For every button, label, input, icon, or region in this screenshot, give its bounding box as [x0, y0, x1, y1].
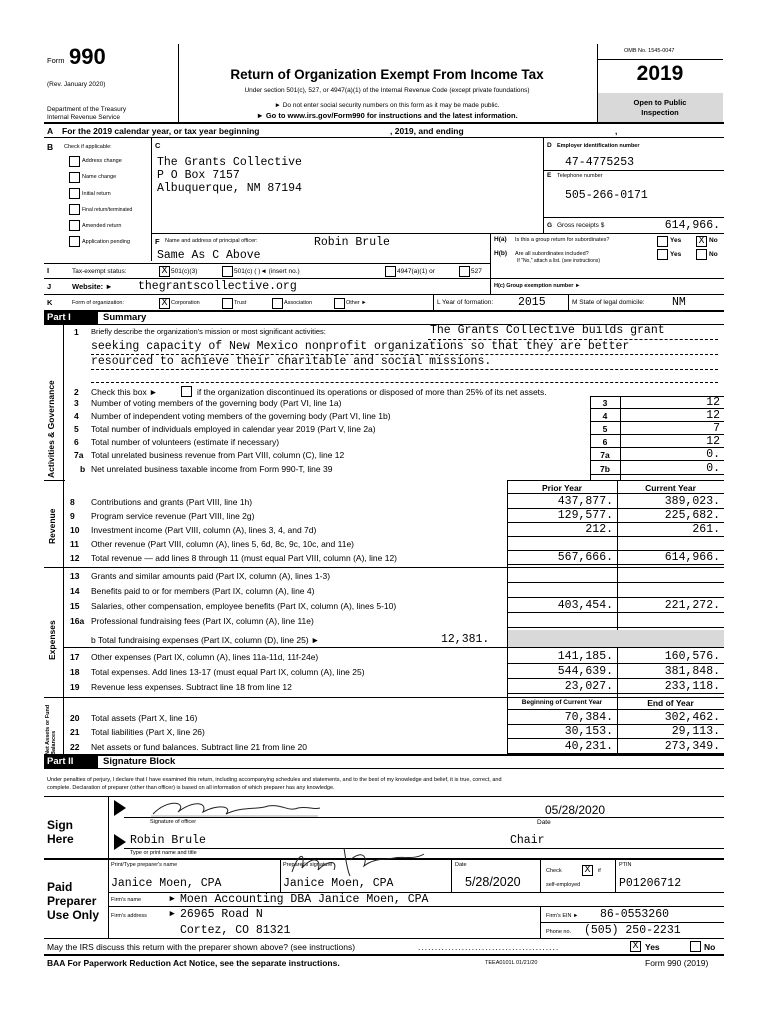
firm-address-label: Firm's address [111, 913, 147, 919]
gov-line-number: 6 [74, 437, 79, 447]
section-b-label: Check if applicable: [64, 144, 112, 150]
principal-officer-name: Robin Brule [314, 236, 390, 249]
fin-current-value: 302,462. [664, 711, 720, 724]
amended-return-label: Amended return [82, 223, 122, 229]
fin-prior-value: 23,027. [564, 680, 613, 693]
501c-checkbox[interactable] [222, 266, 233, 277]
fin-line-rule [507, 564, 724, 565]
check-label: Check [546, 868, 562, 874]
firm-name: Moen Accounting DBA Janice Moen, CPA [180, 893, 429, 906]
gov-line-text: Total unrelated business revenue from Part VIII, column (C), line 12 [91, 450, 345, 460]
form-footer: Form 990 (2019) [645, 958, 709, 968]
fin-line-number: 12 [70, 553, 80, 563]
inspection: Inspection [641, 108, 679, 117]
preparer-name: Janice Moen, CPA [111, 877, 222, 890]
other-label: Other ► [346, 300, 367, 306]
gov-line-number: b [80, 464, 86, 474]
footer-code: TEEA0101L 01/21/20 [485, 960, 538, 966]
fin-current-value: 381,848. [664, 665, 720, 678]
ha-no-checkbox[interactable]: X [696, 236, 707, 247]
fin-line-number: 16a [70, 616, 85, 626]
paid-label: Paid [47, 880, 73, 894]
fin-line-rule [507, 678, 724, 679]
baa-text: BAA For Paperwork Reduction Act Notice, see the separate instructions. [47, 958, 340, 968]
4947-label: 4947(a)(1) or [397, 268, 435, 275]
line-a-letter: A [47, 126, 54, 136]
department: Department of the Treasury [47, 106, 127, 113]
association-checkbox[interactable] [272, 298, 283, 309]
hb-label: H(b) [494, 250, 507, 257]
org-form-label: Form of organization: [72, 300, 124, 306]
firm-ein-label: Firm's EIN ► [546, 913, 579, 919]
fin-prior-value: 40,231. [564, 740, 613, 753]
fin-line-rule [507, 582, 724, 583]
firm-phone-label: Phone no. [546, 929, 572, 935]
gov-line-text: Net unrelated business taxable income from Form 990-T, line 39 [91, 464, 333, 474]
use-only-label: Use Only [47, 908, 100, 922]
fin-prior-value: 437,877. [557, 495, 613, 508]
year-formation-value: 2015 [518, 296, 546, 309]
ha-yes-label: Yes [670, 237, 682, 244]
mission-line2: seeking capacity of New Mexico nonprofit organizations so that they are better [91, 340, 630, 353]
instruction-ssn: ► Do not enter social security numbers on this form as it may be made public. [274, 102, 500, 109]
fin-prior-value: 141,185. [557, 650, 613, 663]
fin-line-rule [507, 693, 724, 694]
fin-current-value: 160,576. [664, 650, 720, 663]
part2-title: Signature Block [103, 756, 176, 767]
gross-receipts-label: Gross receipts $ [557, 222, 605, 229]
year-formation-label: L Year of formation: [437, 299, 494, 306]
line1-label: Briefly describe the organization's mission or most significant activities: [91, 327, 326, 336]
principal-officer-label: Name and address of principal officer: [165, 238, 258, 244]
sign-arrow-icon [114, 800, 130, 816]
address-change-label: Address change [82, 158, 122, 164]
revision: (Rev. January 2020) [47, 81, 106, 88]
here-label: Here [47, 832, 74, 846]
gross-receipts-value: 614,966. [664, 219, 720, 232]
gov-line-value: 12 [706, 435, 720, 448]
instruction-website: ► Go to www.irs.gov/Form990 for instructions and the latest information. [256, 111, 518, 120]
discuss-dots: .......................................... [418, 942, 560, 952]
firm-ein-value: 86-0553260 [600, 908, 670, 921]
fin-prior-value: 129,577. [557, 509, 613, 522]
self-employed-label: self-employed [546, 882, 581, 888]
mission-line1: The Grants Collective builds grant [430, 324, 665, 337]
gov-line-box: 3 [602, 398, 608, 408]
if-label: if [598, 868, 601, 874]
mission-line3: resourced to achieve their charitable and social missions. [91, 355, 492, 368]
preparer-date: 5/28/2020 [465, 875, 521, 889]
section-c-letter: C [155, 141, 161, 150]
fin-line-number: 17 [70, 652, 80, 662]
side-activities-governance: Activities & Governance [46, 380, 56, 478]
line-k-letter: K [47, 298, 53, 307]
fin-line-text: Total revenue — add lines 8 through 11 (must equal Part VIII, column (A), line 12) [91, 553, 397, 563]
line16b-value: 12,381. [441, 633, 490, 646]
section-d-letter: D [547, 142, 552, 149]
line-a-text: For the 2019 calendar year, or tax year beginning [62, 126, 260, 136]
firm-address-arrow: ► [168, 908, 177, 918]
fin-line-rule [507, 612, 724, 613]
association-label: Association [284, 300, 313, 306]
gov-box-border [620, 396, 621, 480]
fin-line-text: Total expenses. Add lines 13-17 (must equal Part IX, column (A), line 25) [91, 667, 365, 677]
ha-yes-checkbox[interactable] [657, 236, 668, 247]
501c-label: 501(c) ( )◄ (insert no.) [234, 268, 300, 275]
firm-name-label: Firm's name [111, 897, 142, 903]
beginning-header: Beginning of Current Year [521, 699, 603, 706]
gov-line-value: 12 [706, 409, 720, 422]
fin-current-value: 273,349. [664, 740, 720, 753]
website-value: thegrantscollective.org [138, 280, 297, 293]
fin-line-number: 20 [70, 713, 80, 723]
preparer-sig-name: Janice Moen, CPA [283, 877, 394, 890]
501c3-checkbox[interactable]: X [159, 266, 170, 277]
hb-no-checkbox[interactable] [696, 249, 707, 260]
form-number: 990 [69, 44, 106, 69]
state-domicile-value: NM [672, 296, 686, 309]
prior-year-header: Prior Year [541, 483, 582, 493]
side-expenses: Expenses [47, 620, 57, 660]
fin-prior-value: 567,666. [557, 551, 613, 564]
officer-title: Chair [510, 834, 545, 847]
penalty-line2: complete. Declaration of preparer (other than officer) is based on all information of which preparer has any knowledge. [47, 785, 335, 791]
ha-label: H(a) [494, 236, 507, 243]
line16b-text: b Total fundraising expenses (Part IX, column (D), line 25) ► [91, 635, 320, 645]
tax-year: 2019 [636, 62, 684, 85]
org-address2: Albuquerque, NM 87194 [157, 182, 302, 195]
omb-number: OMB No. 1545-0047 [624, 48, 675, 54]
ha-no-label: No [709, 237, 718, 244]
other-checkbox[interactable] [334, 298, 345, 309]
initial-return-checkbox[interactable] [69, 188, 80, 199]
discuss-question: May the IRS discuss this return with the preparer shown above? (see instructions) [47, 942, 356, 952]
form-subtitle: Under section 501(c), 527, or 4947(a)(1) of the Internal Revenue Code (except private foundations) [244, 87, 530, 94]
application-pending-checkbox[interactable] [69, 236, 80, 247]
line-a-end: , [615, 126, 618, 136]
gov-box-border [590, 396, 591, 480]
gov-line-value: 7 [713, 422, 720, 435]
trust-label: Trust [234, 300, 247, 306]
trust-checkbox[interactable] [222, 298, 233, 309]
address-change-checkbox[interactable] [69, 156, 80, 167]
section-f-letter: F [155, 237, 160, 246]
fin-prior-value: 544,639. [557, 665, 613, 678]
name-change-checkbox[interactable] [69, 172, 80, 183]
tax-exempt-label: Tax-exempt status: [72, 268, 127, 275]
gov-line-number: 7a [74, 450, 84, 460]
fin-line-text: Revenue less expenses. Subtract line 18 from line 12 [91, 682, 292, 692]
preparer-label: Preparer [47, 894, 97, 908]
phone-value: 505-266-0171 [565, 189, 648, 202]
part2-label: Part II [47, 756, 74, 767]
gov-line-value: 12 [706, 396, 720, 409]
penalty-line1: Under penalties of perjury, I declare that I have examined this return, including accompanying schedules and statements, and to the best of my knowledge and belief, it is true, correct, and [47, 777, 502, 783]
fin-line-number: 14 [70, 586, 80, 596]
gov-line-value: 0. [706, 448, 720, 461]
527-checkbox[interactable] [459, 266, 470, 277]
fin-line-text: Professional fundraising fees (Part IX, column (A), line 11e) [91, 616, 314, 626]
ein-value: 47-4775253 [565, 156, 635, 169]
application-pending-label: Application pending [82, 239, 131, 245]
gov-line-box: 7a [600, 450, 610, 460]
corporation-checkbox[interactable]: X [159, 298, 170, 309]
sig-officer-label: Signature of officer [150, 819, 197, 825]
website-label: Website: ► [72, 282, 113, 291]
fin-line-rule [507, 738, 724, 739]
firm-address1: 26965 Road N [180, 908, 263, 921]
line-i-letter: I [47, 266, 50, 275]
corporation-label: Corporation [171, 300, 200, 306]
form-title: Return of Organization Exempt From Income Tax [230, 67, 544, 82]
527-label: 527 [471, 268, 482, 275]
gov-line-text: Number of voting members of the governing body (Part VI, line 1a) [91, 398, 342, 408]
discuss-no-label: No [704, 942, 716, 952]
gov-line-rule [590, 460, 724, 461]
sign-date-label: Date [537, 819, 551, 826]
section-g-letter: G [547, 222, 553, 229]
final-return-label: Final return/terminated [82, 207, 133, 213]
initial-return-label: Initial return [82, 191, 111, 197]
gov-line-text: Total number of volunteers (estimate if necessary) [91, 437, 280, 447]
fin-prior-value: 70,384. [564, 711, 613, 724]
gov-line-number: 3 [74, 398, 79, 408]
fin-line-text: Total assets (Part X, line 16) [91, 713, 198, 723]
ptin-label: PTIN [619, 862, 632, 868]
line2-text: if the organization discontinued its operations or disposed of more than 25% of its net assets. [197, 387, 547, 397]
line-1-number: 1 [74, 327, 79, 337]
fin-line-number: 19 [70, 682, 80, 692]
open-public: Open to Public [633, 98, 687, 107]
sign-label: Sign [47, 818, 73, 832]
fin-line-rule [507, 663, 724, 664]
side-net-assets: Net Assets or Fund Balances [45, 704, 57, 755]
gov-line-text: Number of independent voting members of the governing body (Part VI, line 1b) [91, 411, 391, 421]
preparer-name-label: Print/Type preparer's name [111, 862, 178, 868]
end-year-header: End of Year [647, 698, 694, 708]
gov-line-number: 4 [74, 411, 79, 421]
fin-prior-value: 30,153. [564, 725, 613, 738]
fin-current-value: 261. [692, 523, 720, 536]
officer-name: Robin Brule [130, 834, 206, 847]
org-address1: P O Box 7157 [157, 169, 240, 182]
fin-line-text: Grants and similar amounts paid (Part IX, column (A), lines 1-3) [91, 571, 331, 581]
gov-line-value: 0. [706, 462, 720, 475]
fin-line-text: Salaries, other compensation, employee benefits (Part IX, column (A), lines 5-10) [91, 601, 397, 611]
hb-yes-checkbox[interactable] [657, 249, 668, 260]
fin-current-value: 233,118. [664, 680, 720, 693]
ha-question: Is this a group return for subordinates? [515, 237, 610, 243]
ptin-value: P01206712 [619, 877, 682, 890]
amended-return-checkbox[interactable] [69, 220, 80, 231]
part1-label: Part I [47, 312, 71, 323]
section-b-letter: B [47, 142, 54, 152]
preparer-date-label: Date [455, 862, 467, 868]
fin-line-text: Program service revenue (Part VIII, line 2g) [91, 511, 255, 521]
part1-title: Summary [103, 312, 147, 323]
fin-line-number: 13 [70, 571, 80, 581]
fin-line-text: Total liabilities (Part X, line 26) [91, 727, 205, 737]
discuss-no-checkbox[interactable] [690, 941, 701, 952]
preparer-signature[interactable] [284, 846, 434, 880]
discuss-yes-label: Yes [645, 942, 660, 952]
hb-yes-label: Yes [670, 251, 682, 258]
fin-line-rule [507, 627, 724, 628]
fin-line-text: Contributions and grants (Part VIII, line 1h) [91, 497, 253, 507]
gov-line-box: 6 [602, 437, 608, 447]
principal-officer-address: Same As C Above [157, 249, 261, 262]
fin-current-value: 389,023. [664, 495, 720, 508]
4947-checkbox[interactable] [385, 266, 396, 277]
firm-name-arrow: ► [168, 893, 177, 903]
gov-box-border [590, 396, 724, 397]
gov-line-box: 5 [602, 424, 608, 434]
type-name-label: Type or print name and title [130, 850, 197, 856]
line-a-mid: , 2019, and ending [390, 126, 464, 136]
firm-phone-value: (505) 250-2231 [584, 924, 681, 937]
fin-line-rule [507, 536, 724, 537]
fin-current-value: 225,682. [664, 509, 720, 522]
fin-line-text: Investment income (Part VIII, column (A), lines 3, 4, and 7d) [91, 525, 317, 535]
firm-address2: Cortez, CO 81321 [180, 924, 291, 937]
fin-line-number: 10 [70, 525, 80, 535]
discuss-yes-checkbox[interactable]: X [630, 941, 641, 952]
name-change-label: Name change [82, 174, 117, 180]
fin-current-value: 614,966. [664, 551, 720, 564]
section-e-letter: E [547, 172, 552, 179]
preparer-sig-label: Preparer's signature [283, 862, 333, 868]
discontinued-checkbox[interactable] [181, 386, 192, 397]
fin-line-number: 11 [70, 539, 79, 549]
fin-line-text: Net assets or fund balances. Subtract line 21 from line 20 [91, 742, 307, 752]
fin-line-rule [507, 597, 724, 598]
fin-line-number: 15 [70, 601, 80, 611]
fin-line-text: Other revenue (Part VIII, column (A), lines 5, 6d, 8c, 9c, 10c, and 11e) [91, 539, 354, 549]
fin-line-text: Benefits paid to or for members (Part IX, column (A), line 4) [91, 586, 315, 596]
hb-question: Are all subordinates included? [515, 251, 589, 257]
line-2-number: 2 [74, 387, 79, 397]
line2-check-label: Check this box ► [91, 387, 158, 397]
hb-note: If "No," attach a list. (see instructions) [517, 258, 601, 264]
gov-line-box: 7b [600, 464, 610, 474]
501c3-label: 501(c)(3) [171, 268, 198, 275]
fin-prior-value: 212. [585, 523, 613, 536]
line-j-letter: J [47, 282, 52, 291]
fin-line-text: Other expenses (Part IX, column (A), lines 11a-11d, 11f-24e) [91, 652, 319, 662]
state-domicile-label: M State of legal domicile: [572, 299, 645, 306]
final-return-checkbox[interactable] [69, 204, 80, 215]
ein-label: Employer identification number [557, 143, 640, 149]
fin-line-number: 9 [70, 511, 75, 521]
irs: Internal Revenue Service [47, 114, 120, 121]
fin-current-value: 29,113. [671, 725, 720, 738]
current-year-header: Current Year [645, 483, 696, 493]
gov-line-text: Total number of individuals employed in calendar year 2019 (Part V, line 2a) [91, 424, 376, 434]
self-employed-checkbox[interactable]: X [582, 865, 593, 876]
phone-label: Telephone number [557, 173, 603, 179]
gov-line-box: 4 [602, 411, 608, 421]
hc-label: H(c) Group exemption number ► [494, 283, 581, 289]
sign-date[interactable]: 05/28/2020 [545, 803, 606, 817]
fin-line-number: 22 [70, 742, 80, 752]
fin-line-number: 18 [70, 667, 80, 677]
org-name: The Grants Collective [157, 156, 302, 169]
hb-no-label: No [709, 251, 718, 258]
form-label: Form [47, 56, 65, 65]
fin-line-number: 21 [70, 727, 80, 737]
gov-line-rule [590, 474, 724, 475]
fin-current-value: 221,272. [664, 599, 720, 612]
fin-line-number: 8 [70, 497, 75, 507]
fin-prior-value: 403,454. [557, 599, 613, 612]
side-revenue: Revenue [47, 508, 57, 544]
gov-line-number: 5 [74, 424, 79, 434]
